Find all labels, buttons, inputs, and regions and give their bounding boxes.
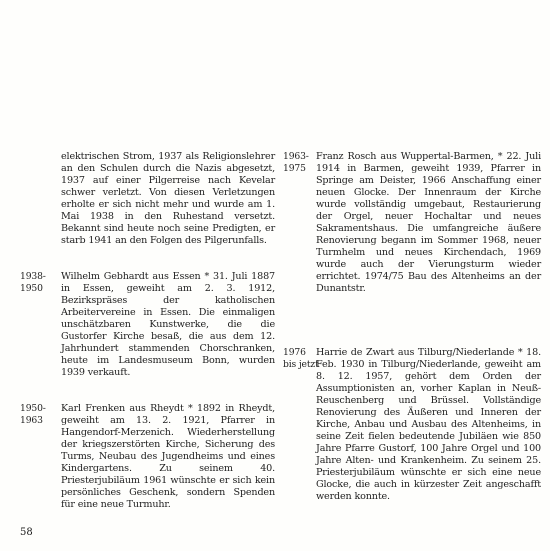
- left-column: [20, 151, 275, 535]
- entry-text: elektrischen Strom, 1937 als Religionslehrer an den Schulen durch die Nazis abgesetzt, 1937 auf einer Pilgerreise nach Kevelar schwer verletzt. Von diesen Verletzungen erholte er sich nicht mehr und wurde am 1. Mai 1938 in den Ruhestand versetzt. Bekannt sind heute noch seine Predigten, er starb 1941 an den Folgen des Pilgerunfalls.: [61, 151, 275, 246]
- entry-dates: 1950- 1963: [20, 403, 46, 426]
- chronicle-entry: [283, 347, 541, 503]
- page-number: 58: [20, 527, 33, 538]
- entry-text: Franz Rosch aus Wuppertal-Barmen, * 22. Juli 1914 in Barmen, geweiht 1939, Pfarrer in Springe am Deister, 1966 Anschaffung einer neuen Glocke. Der Innenraum der Kirche wurde vollständig umgebaut, Restaurierung der Orgel, neuer Hochaltar und neues Sakramentshaus. Die umfangreiche äußere Renovierung begann im Sommer 1968, neuer Turmhelm und neues Kirchendach, 1969 wurde auch der Vierungsturm wieder errichtet. 1974/75 Bau des Altenheims an der Dunantstr.: [316, 151, 541, 294]
- chronicle-entry: [20, 403, 275, 511]
- entry-text: Wilhelm Gebhardt aus Essen * 31. Juli 1887 in Essen, geweiht am 2. 3. 1912, Bezirkspräses der katholischen Arbeitervereine in Essen. Die einmaligen unschätzbaren Kunstwerke, die die Gustorfer Kirche besaß, die aus dem 12. Jahrhundert stammenden Chorschranken, heute im Landesmuseum Bonn, wurden 1939 verkauft.: [61, 271, 275, 378]
- entry-text: Harrie de Zwart aus Tilburg/Niederlande * 18. Feb. 1930 in Tilburg/Niederlande, geweiht am 8. 12. 1957, gehört dem Orden der Assumptionisten an, vorher Kaplan in Neuß-Reuschenberg und Brüssel. Vollständige Renovierung des Äußeren und Inneren der Kirche, Anbau und Ausbau des Altenheims, in seine Zeit fielen bedeutende Jubiläen wie 850 Jahre Pfarre Gustorf, 100 Jahre Orgel und 100 Jahre Alten- und Krankenheim. Zu seinem 25. Priesterjubiläum wünschte er sich eine neue Glocke, die auch in kürzester Zeit angeschafft werden konnte.: [316, 347, 541, 502]
- entry-dates: 1976 bis jetzt: [283, 347, 319, 370]
- spacer: [283, 319, 541, 347]
- right-column: [283, 151, 541, 527]
- chronicle-entry: [20, 151, 275, 247]
- chronicle-entry: [283, 151, 541, 295]
- entry-dates: 1963- 1975: [283, 151, 309, 174]
- entry-text: Karl Frenken aus Rheydt * 1892 in Rheydt, geweiht am 13. 2. 1921, Pfarrer in Hangendorf-Merzenich. Wiederherstellung der kriegszerstörten Kirche, Sicherung des Turms, Neubau des Jugendheims und eines Kindergartens. Zu seinem 40. Priesterjubiläum 1961 wünschte er sich kein persönliches Geschenk, sondern Spenden für eine neue Turmuhr.: [61, 403, 275, 510]
- entry-dates: 1938- 1950: [20, 271, 46, 294]
- chronicle-entry: [20, 271, 275, 379]
